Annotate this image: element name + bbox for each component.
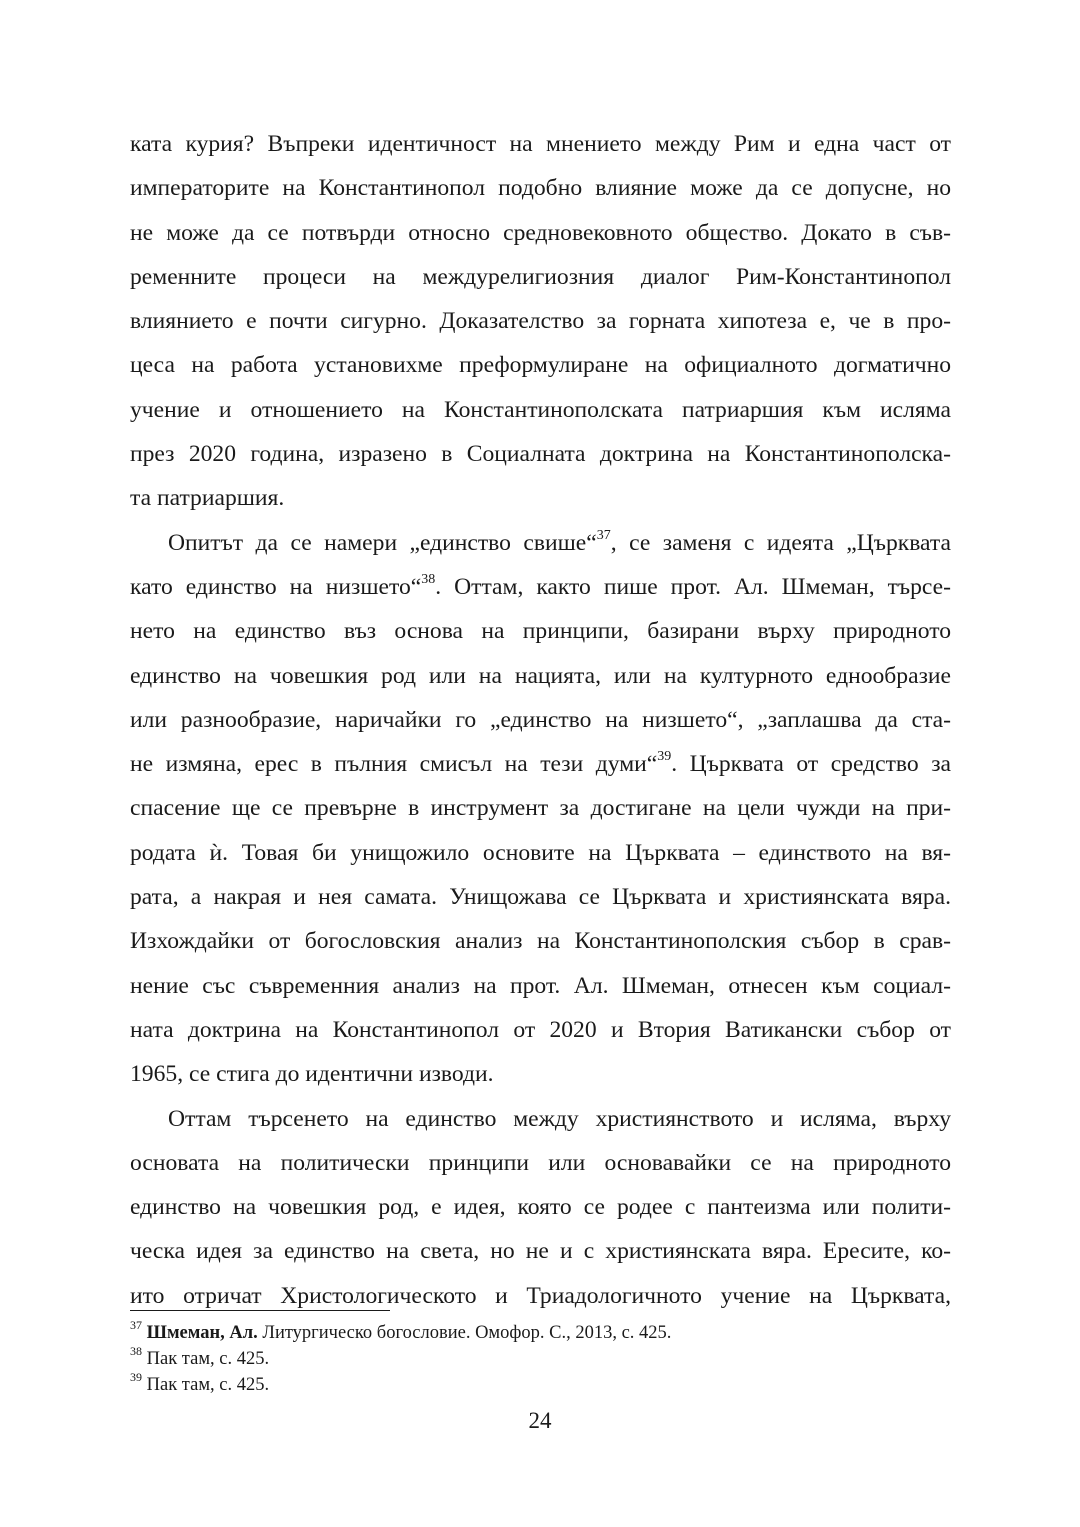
footnote-text: Пак там, с. 425. [142, 1375, 270, 1395]
text-line: 1965, се стига до идентични изводи. [130, 1061, 494, 1088]
text-line: или разнообразие, наричайки го „единство на низшето“, „заплашва да ста- [130, 706, 951, 733]
text-line: основата на политически принципи или основавайки се на природното [130, 1149, 951, 1176]
text-line: учение и отношението на Константинополската патриаршия към исляма [130, 396, 951, 423]
text-line: родата ѝ. Товая би унищожило основите на Църквата – единството на вя- [130, 839, 951, 866]
body-text [130, 122, 951, 1318]
footnote-ref: 38 [421, 572, 436, 588]
text-line: ната доктрина на Константинопол от 2020 и Втория Ватикански събор от [130, 1016, 951, 1043]
text-segment: Опитът да се намери „единство свише“ [168, 529, 597, 556]
text-line: ременните процеси на междурелигиозния диалог Рим-Константинопол [130, 263, 951, 290]
footnote-divider [130, 1310, 390, 1311]
footnotes [130, 1317, 951, 1398]
text-segment: , се заменя с идеята „Църквата [610, 529, 951, 556]
text-line: не може да се потвърди относно средновековното общество. Докато в съв- [130, 219, 951, 246]
text-segment: . Оттам, както пише прот. Ал. Шмеман, търсе- [435, 573, 952, 600]
text-line: ито отричат Христологическото и Триадологичното учение на Църквата, [130, 1282, 951, 1309]
footnote-text: Пак там, с. 425. [142, 1349, 270, 1369]
footnote-item [130, 1369, 951, 1398]
footnote-item [130, 1317, 951, 1346]
text-line: Оттам търсенето на единство между християнството и исляма, върху [168, 1105, 951, 1132]
text-line: та патриаршия. [130, 485, 285, 512]
text-segment: не измяна, ерес в пълния смисъл на тези думи“ [130, 751, 658, 778]
page-number: 24 [528, 1408, 552, 1433]
text-line: цеса на работа установихме преформулиране на официалното догматично [130, 352, 951, 379]
text-line: ческа идея за единство на света, но не и с християнската вяра. Ересите, ко- [130, 1238, 951, 1265]
footnote-item [130, 1343, 951, 1372]
footnote-number: 38 [130, 1343, 142, 1358]
text-line [130, 521, 951, 565]
text-line: влиянието е почти сигурно. Доказателство за горната хипотеза е, че в про- [130, 308, 951, 335]
text-line [130, 742, 951, 786]
text-line: през 2020 година, изразено в Социалната доктрина на Константинополска- [130, 441, 951, 468]
text-line: ката курия? Въпреки идентичност на мнението между Рим и една част от [130, 131, 951, 157]
text-segment: . Църквата от средство за [671, 751, 951, 778]
text-segment: като единство на низшето“ [130, 573, 422, 600]
text-line: единство на човешкия род или на нацията, или на културното еднообразие [130, 662, 951, 689]
text-line: спасение ще се превърне в инструмент за достигане на цели чужди на при- [130, 795, 951, 822]
text-line: нето на единство въз основа на принципи, базирани върху природното [130, 618, 951, 645]
footnote-ref: 37 [596, 527, 611, 543]
text-line: единство на човешкия род, е идея, която се родее с пантеизма или полити- [130, 1194, 951, 1221]
footnote-number: 39 [130, 1369, 142, 1384]
text-line [130, 565, 951, 609]
footnote-number: 37 [130, 1317, 142, 1332]
text-line: нение със съвременния анализ на прот. Ал. Шмеман, отнесен към социал- [130, 972, 951, 999]
footnote-text: Литургическо богословие. Омофор. С., 2013, с. 425. [257, 1323, 672, 1343]
footnote-ref: 39 [657, 749, 672, 765]
text-line: Изхождайки от богословския анализ на Константинополския събор в срав- [130, 928, 951, 955]
text-line: императорите на Константинопол подобно влияние може да се допусне, но [130, 175, 951, 202]
footnote-author: Шмеман, Ал. [146, 1323, 258, 1343]
text-line: рата, а накрая и нея самата. Унищожава се Църквата и християнската вяра. [130, 884, 951, 911]
